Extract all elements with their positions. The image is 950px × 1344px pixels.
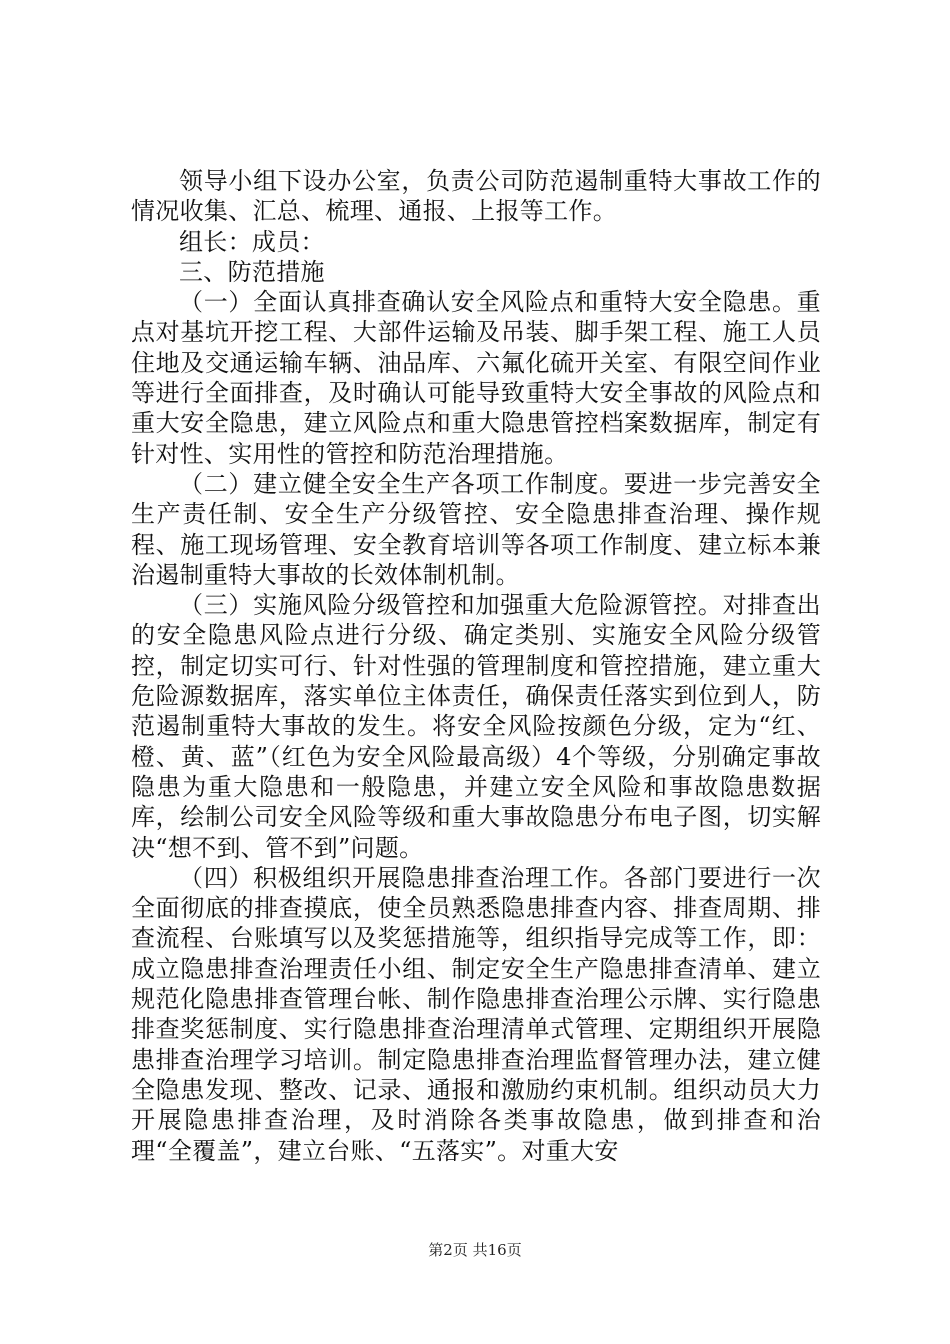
- paragraph-members: 组长：成员：: [179, 227, 325, 256]
- paragraph-measure-2: （二）建立健全安全生产各项工作制度。要进一步完善安全生产责任制、安全生产分级管控、安全隐患排查治理、操作规程、施工现场管理、安全教育培训等各项工作制度、建立标本兼治遏制重特大事故的长效体制机制。: [131, 469, 821, 589]
- page-number: 第2页 共16页: [428, 1241, 522, 1259]
- document-body: [131, 166, 821, 1166]
- section-heading-measures: 三、防范措施: [179, 257, 325, 286]
- paragraph-measure-4: （四）积极组织开展隐患排查治理工作。各部门要进行一次全面彻底的排查摸底，使全员熟悉隐患排查内容、排查周期、排查流程、台账填写以及奖惩措施等，组织指导完成等工作，即：成立隐患排查治理责任小组、制定安全生产隐患排查清单、建立规范化隐患排查管理台帐、制作隐患排查治理公示牌、实行隐患排查奖惩制度、实行隐患排查治理清单式管理、定期组织开展隐患排查治理学习培训。制定隐患排查治理监督管理办法，建立健全隐患发现、整改、记录、通报和激励约束机制。组织动员大力开展隐患排查治理，及时消除各类事故隐患，做到排查和治理“全覆盖”，建立台账、“五落实”。对重大安: [131, 863, 821, 1165]
- page-footer: [0, 1240, 950, 1260]
- paragraph-measure-3: （三）实施风险分级管控和加强重大危险源管控。对排查出的安全隐患风险点进行分级、确定类别、实施安全风险分级管控，制定切实可行、针对性强的管理制度和管控措施，建立重大危险源数据库，落实单位主体责任，确保责任落实到位到人，防范遏制重特大事故的发生。将安全风险按颜色分级，定为“红、橙、黄、蓝”（红色为安全风险最高级）4个等级，分别确定事故隐患为重大隐患和一般隐患，并建立安全风险和事故隐患数据库，绘制公司安全风险等级和重大事故隐患分布电子图，切实解决“想不到、管不到”问题。: [131, 591, 821, 862]
- paragraph-office: 领导小组下设办公室，负责公司防范遏制重特大事故工作的情况收集、汇总、梳理、通报、上报等工作。: [131, 167, 821, 226]
- paragraph-measure-1: （一）全面认真排查确认安全风险点和重特大安全隐患。重点对基坑开挖工程、大部件运输及吊装、脚手架工程、施工人员住地及交通运输车辆、油品库、六氟化硫开关室、有限空间作业等进行全面排查，及时确认可能导致重特大安全事故的风险点和重大安全隐患，建立风险点和重大隐患管控档案数据库，制定有针对性、实用性的管控和防范治理措施。: [131, 288, 821, 468]
